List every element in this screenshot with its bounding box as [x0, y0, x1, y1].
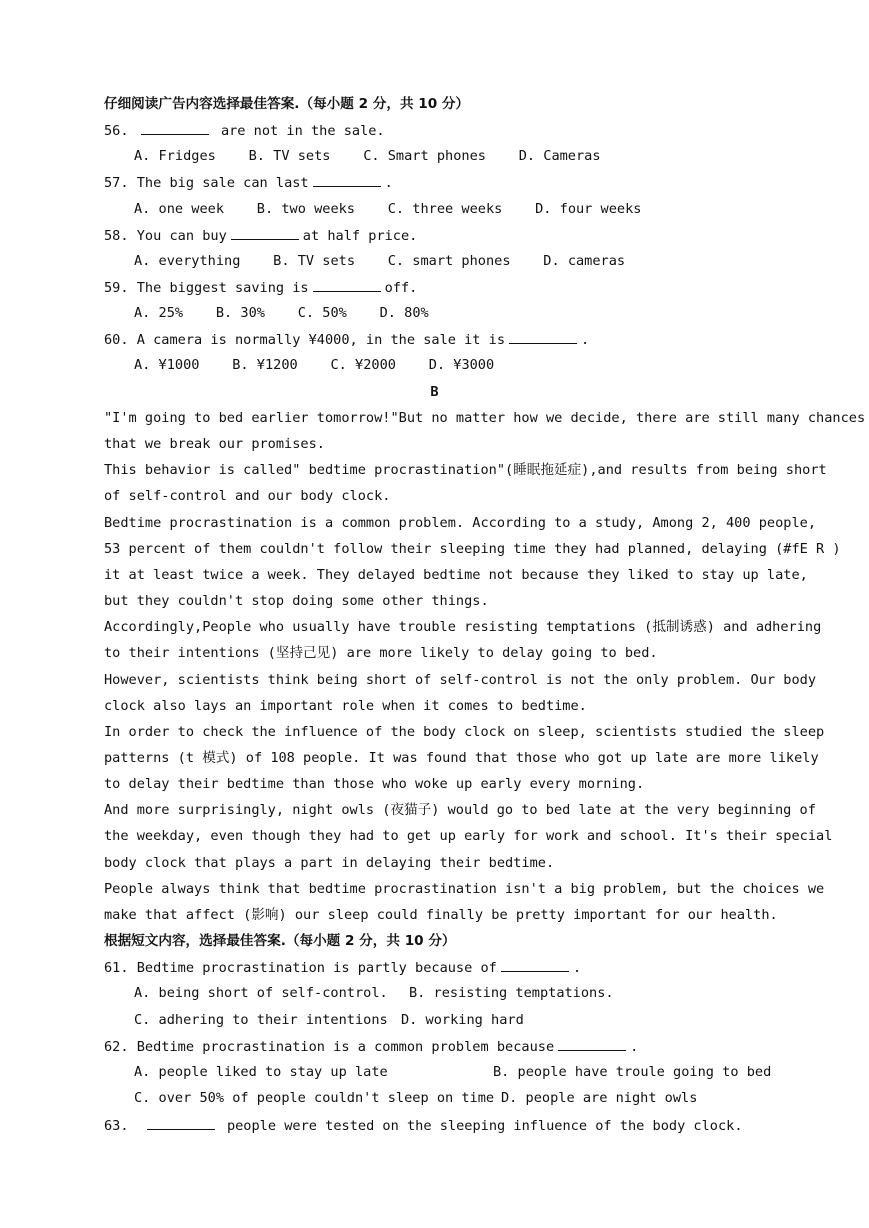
passage-line: clock also lays an important role when it comes to bedtime.	[104, 698, 587, 714]
passage-line: Bedtime procrastination is a common problem. According to a study, Among 2, 400 people,	[104, 515, 817, 531]
question-61-options-row2	[134, 1011, 796, 1029]
question-59-options	[134, 304, 796, 322]
option-b: B. people have troule going to bed	[493, 1064, 772, 1080]
question-62-options-row2	[134, 1089, 796, 1107]
passage-line: it at least twice a week. They delayed bedtime not because they liked to stay up late,	[104, 567, 808, 583]
question-56	[104, 121, 766, 140]
answer-blank	[313, 173, 381, 187]
question-number: 62.	[104, 1039, 129, 1055]
question-58-options	[134, 252, 796, 270]
question-text-end: off.	[384, 280, 418, 296]
question-number: 60.	[104, 332, 129, 348]
option-c: C. Smart phones	[363, 148, 486, 164]
question-60	[104, 330, 766, 349]
question-text: You can buy	[136, 228, 227, 244]
section-b-heading: B	[430, 384, 439, 400]
question-text-end: .	[630, 1039, 639, 1055]
answer-blank	[231, 226, 299, 240]
question-text: The biggest saving is	[136, 280, 309, 296]
option-d: D. cameras	[543, 253, 626, 269]
question-text: The big sale can last	[136, 175, 309, 191]
option-d: D. 80%	[379, 305, 429, 321]
answer-blank	[501, 958, 569, 972]
question-text: Bedtime procrastination is a common problem because	[136, 1039, 555, 1055]
option-c: C. adhering to their intentions	[134, 1012, 388, 1028]
question-number: 58.	[104, 228, 129, 244]
passage-line: In order to check the influence of the body clock on sleep, scientists studied the sleep	[104, 724, 825, 740]
passage-line: make that affect (影响) our sleep could finally be pretty important for our health.	[104, 907, 778, 923]
question-text: Bedtime procrastination is partly because of	[136, 960, 497, 976]
passage-line: 53 percent of them couldn't follow their sleeping time they had planned, delaying (#fE R )	[104, 541, 841, 557]
passage-line: to their intentions (坚持己见) are more likely to delay going to bed.	[104, 645, 658, 661]
passage-line: Accordingly,People who usually have trouble resisting temptations (抵制诱惑) and adhering	[104, 619, 822, 635]
passage-line: This behavior is called" bedtime procrastination"(睡眠拖延症),and results from being short	[104, 462, 827, 478]
passage-line: patterns (t 模式) of 108 people. It was found that those who got up late are more likely	[104, 750, 819, 766]
option-b: B. ¥1200	[232, 357, 298, 373]
answer-blank	[558, 1037, 626, 1051]
answer-blank	[141, 121, 209, 135]
question-57-options	[134, 200, 796, 218]
section2-instruction: 根据短文内容，选择最佳答案.（每小题 2 分，共 10 分）	[104, 933, 456, 949]
option-a: A. ¥1000	[134, 357, 200, 373]
option-b: B. two weeks	[256, 201, 355, 217]
question-number: 56.	[104, 123, 129, 139]
option-a: A. being short of self-control.	[134, 985, 388, 1001]
question-57	[104, 173, 766, 192]
option-d: D. Cameras	[518, 148, 601, 164]
question-number: 63.	[104, 1118, 129, 1134]
passage-line: People always think that bedtime procrastination isn't a big problem, but the choices we	[104, 881, 825, 897]
question-58	[104, 226, 766, 245]
option-d: D. working hard	[401, 1012, 524, 1028]
passage-line: of self-control and our body clock.	[104, 488, 391, 504]
question-61-options-row1	[134, 984, 796, 1002]
passage-line: However, scientists think being short of self-control is not the only problem. Our body	[104, 672, 817, 688]
question-number: 61.	[104, 960, 129, 976]
question-text: A camera is normally ¥4000, in the sale it is	[136, 332, 506, 348]
option-c: C. smart phones	[387, 253, 511, 269]
passage-line: And more surprisingly, night owls (夜猫子) would go to bed late at the very beginning of	[104, 802, 816, 818]
option-a: A. Fridges	[134, 148, 216, 164]
answer-blank	[147, 1116, 215, 1130]
question-56-options	[134, 147, 796, 165]
option-b: B. TV sets	[248, 148, 331, 164]
question-62-options-row1	[134, 1063, 774, 1081]
option-c: C. over 50% of people couldn't sleep on time	[134, 1090, 495, 1106]
question-63	[104, 1116, 766, 1135]
option-b: B. resisting temptations.	[409, 985, 614, 1001]
passage-line: but they couldn't stop doing some other things.	[104, 593, 489, 609]
passage-line: body clock that plays a part in delaying their bedtime.	[104, 855, 555, 871]
question-text-end: .	[581, 332, 590, 348]
question-62	[104, 1037, 766, 1056]
question-text: people were tested on the sleeping influence of the body clock.	[226, 1118, 743, 1134]
answer-blank	[509, 330, 577, 344]
option-a: A. everything	[134, 253, 241, 269]
answer-blank	[313, 278, 381, 292]
option-d: D. ¥3000	[428, 357, 495, 373]
option-a: A. people liked to stay up late	[134, 1064, 388, 1080]
passage-line: to delay their bedtime than those who woke up early every morning.	[104, 776, 645, 792]
question-text-end: .	[384, 175, 393, 191]
question-61	[104, 958, 766, 977]
option-d: D. four weeks	[535, 201, 642, 217]
option-b: B. TV sets	[273, 253, 355, 269]
option-c: C. 50%	[297, 305, 347, 321]
question-59	[104, 278, 766, 297]
question-text-end: .	[572, 960, 582, 976]
option-d: D. people are night owls	[501, 1090, 698, 1106]
option-a: A. 25%	[134, 305, 184, 321]
question-number: 59.	[104, 280, 129, 296]
option-c: C. ¥2000	[330, 357, 396, 373]
question-number: 57.	[104, 175, 129, 191]
question-text-end: at half price.	[302, 228, 418, 244]
option-c: C. three weeks	[387, 201, 503, 217]
option-a: A. one week	[134, 201, 225, 217]
passage-line: the weekday, even though they had to get up early for work and school. It's their special	[104, 828, 833, 844]
option-b: B. 30%	[215, 305, 265, 321]
passage-line: "I'm going to bed earlier tomorrow!"But no matter how we decide, there are still many chances	[104, 410, 866, 426]
section1-instruction: 仔细阅读广告内容选择最佳答案.（每小题 2 分，共 10 分）	[104, 96, 470, 112]
question-text: are not in the sale.	[220, 123, 385, 139]
passage-line: that we break our promises.	[104, 436, 325, 452]
question-60-options	[134, 356, 796, 374]
